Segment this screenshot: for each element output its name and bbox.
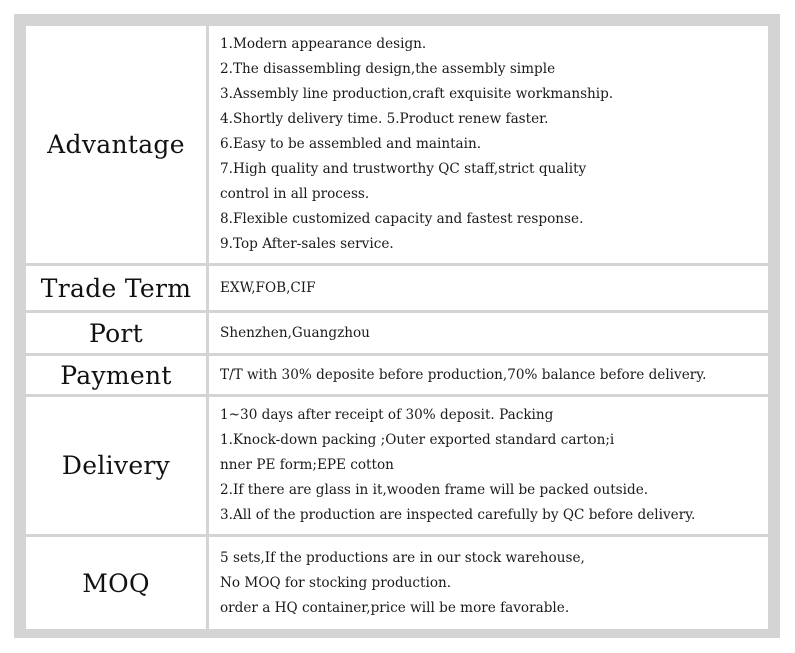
advantage-line-1: 1.Modern appearance design. — [220, 36, 427, 52]
advantage-line-6: 7.High quality and trustworthy QC staff,strict quality — [220, 161, 587, 177]
trade-term-line-1: EXW,FOB,CIF — [220, 279, 316, 296]
delivery-line-2: 1.Knock-down packing ;Outer exported standard carton;i — [220, 432, 615, 448]
delivery-line-1: 1~30 days after receipt of 30% deposit. Packing — [220, 407, 554, 423]
moq-line-1: 5 sets,If the productions are in our stock warehouse, — [220, 549, 585, 566]
value-trade-term — [209, 266, 768, 310]
advantage-line-7: control in all process. — [220, 186, 370, 202]
payment-line-1: T/T with 30% deposite before production,70% balance before delivery. — [220, 366, 707, 383]
row-moq — [26, 537, 768, 629]
moq-line-2: No MOQ for stocking production. — [220, 574, 452, 591]
row-port — [26, 313, 768, 353]
advantage-line-8: 8.Flexible customized capacity and fastest response. — [220, 211, 584, 227]
label-delivery: Delivery — [26, 397, 206, 534]
label-port: Port — [26, 313, 206, 353]
label-moq: MOQ — [26, 537, 206, 629]
port-line-1: Shenzhen,Guangzhou — [220, 324, 370, 341]
value-moq — [209, 537, 768, 629]
moq-line-3: order a HQ container,price will be more favorable. — [220, 599, 570, 616]
advantage-line-5: 6.Easy to be assembled and maintain. — [220, 136, 482, 152]
value-payment — [209, 356, 768, 394]
advantage-line-4: 4.Shortly delivery time. 5.Product renew faster. — [220, 111, 549, 127]
spec-table-frame — [14, 14, 780, 638]
label-payment: Payment — [26, 356, 206, 394]
value-port — [209, 313, 768, 353]
advantage-line-3: 3.Assembly line production,craft exquisite workmanship. — [220, 86, 614, 102]
delivery-line-3: nner PE form;EPE cotton — [220, 457, 394, 473]
row-payment — [26, 356, 768, 394]
advantage-line-9: 9.Top After-sales service. — [220, 236, 394, 252]
value-delivery — [209, 397, 768, 534]
row-delivery — [26, 397, 768, 534]
product-spec-table — [23, 23, 771, 632]
delivery-line-5: 3.All of the production are inspected carefully by QC before delivery. — [220, 507, 696, 523]
label-trade-term: Trade Term — [26, 266, 206, 310]
delivery-line-4: 2.If there are glass in it,wooden frame will be packed outside. — [220, 482, 649, 498]
advantage-line-2: 2.The disassembling design,the assembly simple — [220, 61, 556, 77]
row-advantage — [26, 26, 768, 263]
value-advantage — [209, 26, 768, 263]
label-advantage: Advantage — [26, 26, 206, 263]
row-trade-term — [26, 266, 768, 310]
